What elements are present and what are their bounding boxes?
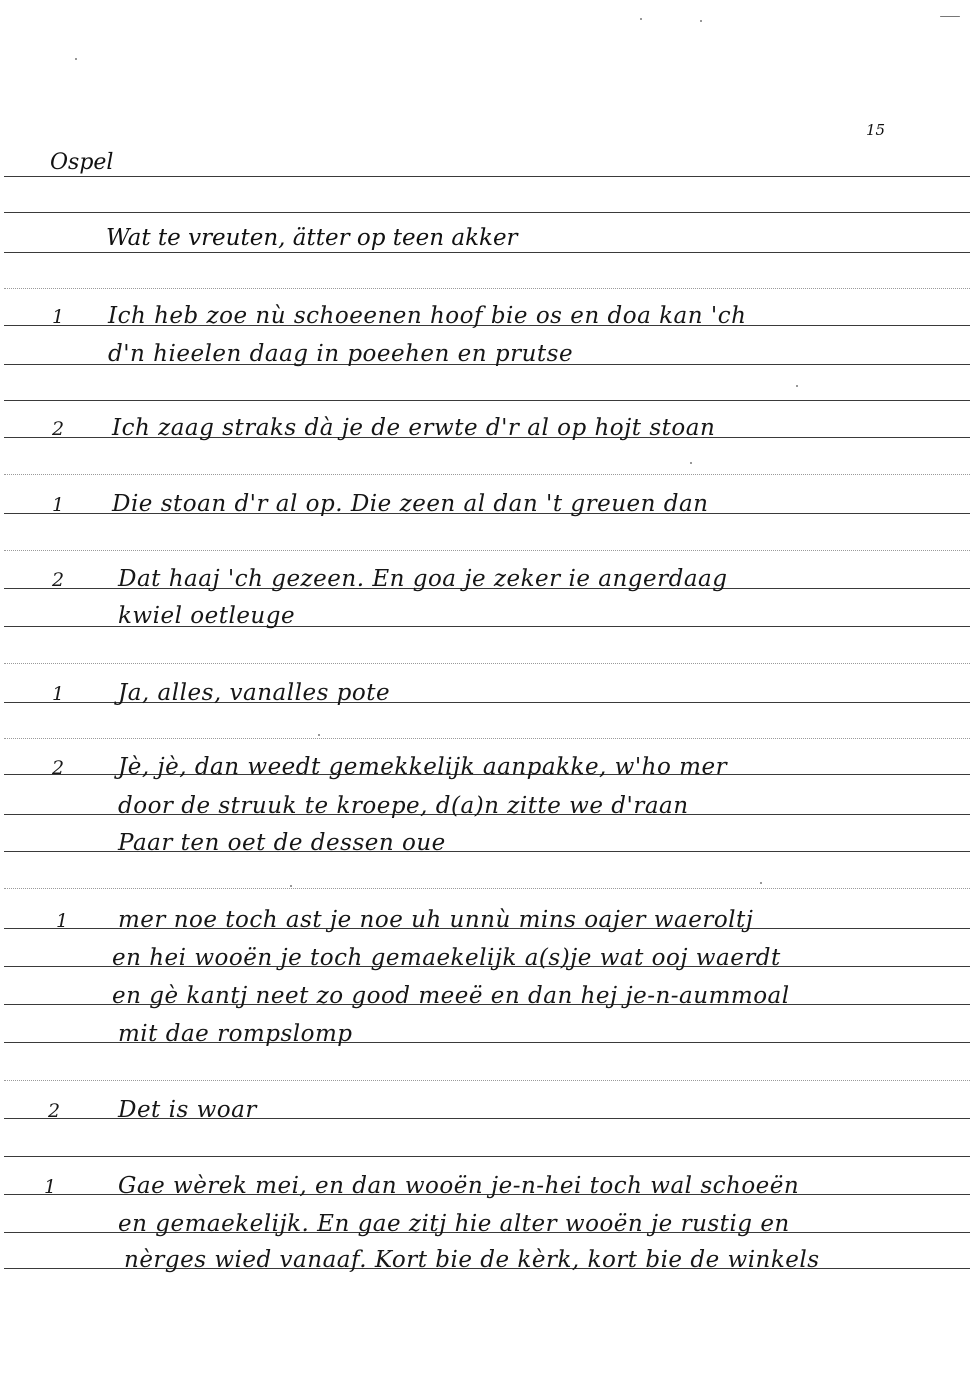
dialogue-line: Ja, alles, vanalles pote (118, 680, 391, 706)
page-number: 15 (866, 121, 886, 139)
dialogue-line: Jè, jè, dan weedt gemekkelijk aanpakke, w'ho mer (118, 754, 728, 780)
ruled-line (4, 252, 970, 253)
scan-speck (318, 734, 320, 736)
speaker-number: 2 (52, 757, 65, 779)
page-title: Wat te vreuten, ätter op teen akker (106, 225, 518, 251)
scan-speck (796, 385, 798, 387)
scan-speck (690, 462, 692, 464)
dialogue-line: kwiel oetleuge (118, 603, 296, 629)
ruled-line (4, 288, 970, 289)
scan-speck (760, 882, 762, 884)
speaker-number: 1 (52, 683, 65, 705)
scan-speck (700, 20, 702, 22)
ruled-line (4, 550, 970, 551)
dialogue-line: Gae wèrek mei, en dan wooën je-n-hei toch wal schoeën (118, 1173, 800, 1199)
dialogue-line: en gè kantj neet zo good meeë en dan hej je-n-aummoal (112, 983, 790, 1009)
dialogue-line: Die stoan d'r al op. Die zeen al dan 't greuen dan (112, 491, 709, 517)
speaker-number: 1 (52, 306, 65, 328)
speaker-number: 2 (52, 418, 65, 440)
ruled-line (4, 474, 970, 475)
dialogue-line: Dat haaj 'ch gezeen. En goa je zeker ie angerdaag (118, 566, 728, 592)
dialogue-line: mer noe toch ast je noe uh unnù mins oajer waeroltj (118, 907, 754, 933)
dialogue-line: nèrges wied vanaaf. Kort bie de kèrk, kort bie de winkels (124, 1247, 820, 1273)
dialogue-line: Det is woar (118, 1097, 257, 1123)
ruled-line (4, 176, 970, 177)
dialogue-line: en gemaekelijk. En gae zitj hie alter wooën je rustig en (118, 1211, 790, 1237)
ruled-line (4, 1080, 970, 1081)
dialogue-line: Paar ten oet de dessen oue (118, 830, 446, 856)
ruled-line (4, 888, 970, 889)
scan-speck (75, 58, 77, 60)
dialogue-line: d'n hieelen daag in poeehen en prutse (108, 341, 574, 367)
scan-speck (940, 16, 960, 17)
dialogue-line: en hei wooën je toch gemaekelijk a(s)je wat ooj waerdt (112, 945, 781, 971)
speaker-number: 2 (48, 1100, 61, 1122)
place-name: Ospel (50, 150, 114, 175)
dialogue-line: Ich heb zoe nù schoeenen hoof bie os en doa kan 'ch (108, 303, 747, 329)
speaker-number: 2 (52, 569, 65, 591)
ruled-line (4, 400, 970, 401)
dialogue-line: mit dae rompslomp (118, 1021, 353, 1047)
speaker-number: 1 (44, 1176, 57, 1198)
ruled-line (4, 1156, 970, 1157)
dialogue-line: Ich zaag straks dà je de erwte d'r al op hojt stoan (112, 415, 716, 441)
speaker-number: 1 (52, 494, 65, 516)
dialogue-line: door de struuk te kroepe, d(a)n zitte we d'raan (118, 793, 689, 819)
ruled-line (4, 212, 970, 213)
speaker-number: 1 (56, 910, 69, 932)
ruled-line (4, 663, 970, 664)
scan-speck (290, 885, 292, 887)
scan-speck (640, 18, 642, 20)
ruled-line (4, 738, 970, 739)
